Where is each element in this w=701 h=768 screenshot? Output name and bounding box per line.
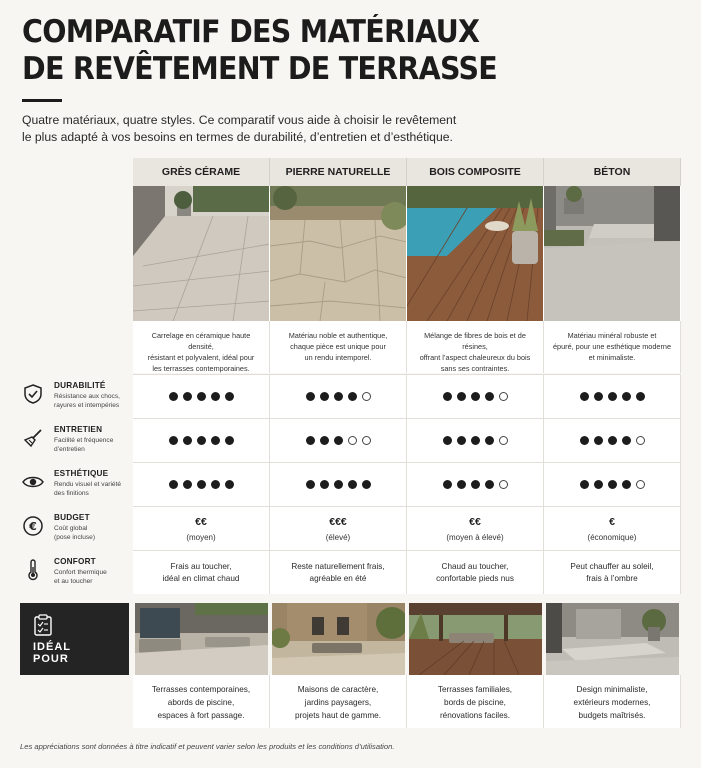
column-header-gres: GRÈS CÉRAME [133,158,270,186]
rating-dot-filled [183,392,192,401]
gres-desc-line-1: Carrelage en céramique haute densité, [151,331,251,351]
pierre-ideal-photo [272,603,405,675]
ideal-pour-line-2: POUR [33,653,69,665]
confort-line-2: idéal en climat chaud [162,574,240,583]
euro-icon [22,515,44,537]
esthetique-rating [133,480,269,490]
beton-ideal-photo [546,603,679,675]
rating-dot-empty [499,436,508,445]
rating-dot-filled [197,392,206,401]
page-title [22,14,629,88]
ideal-line-1: Terrasses familiales, [437,685,513,694]
rating-dot-filled [485,436,494,445]
beton-desc-line-1: Matériau minéral robuste et [567,331,657,340]
rating-dot-filled [169,436,178,445]
ideal-line-2: abords de piscine, [167,698,235,707]
rating-dot-filled [306,436,315,445]
rating-dot-filled [594,392,603,401]
esthetique-cell-pierre [270,462,407,506]
rating-dot-filled [471,480,480,489]
ideal-line-2: extérieurs modernes, [573,698,651,707]
bois-ideal-photo [409,603,542,675]
shield-check-icon [22,383,44,405]
ideal-line-2: bords de piscine, [444,698,506,707]
rating-dot-filled [225,436,234,445]
budget-cell-gres [133,506,270,550]
confort-text [407,561,543,585]
durabilite-cell-gres [133,374,270,418]
confort-line-1: Reste naturellement frais, [291,562,385,571]
durabilite-rating [544,392,680,402]
row-label-esthetique [18,462,133,506]
bois-desc-line-2: offrant l’aspect chaleureux du bois [419,353,531,362]
rating-dot-filled [183,480,192,489]
rating-dot-empty [348,436,357,445]
row-sub-durabilite-line-1: Résistance aux chocs, [54,393,120,400]
row-sub-budget-line-1: Coût global [54,525,88,532]
bois-desc-line-1: Mélange de fibres de bois et de résines, [424,331,526,351]
rating-dot-filled [471,436,480,445]
row-title-budget: BUDGET [54,513,90,522]
budget-symbol: € [609,516,615,528]
rating-dot-filled [197,480,206,489]
column-header-bois: BOIS COMPOSITE [407,158,544,186]
esthetique-rating [544,480,680,490]
row-sub-budget [54,524,139,542]
gres-desc-line-2: résistant et polyvalent, idéal pour [147,353,255,362]
bois-photo [407,186,544,321]
svg-text:€: € [29,520,37,533]
rating-dot-filled [608,392,617,401]
rating-dot-filled [225,392,234,401]
confort-line-1: Frais au toucher, [170,562,232,571]
rating-dot-filled [594,480,603,489]
row-label-confort [18,550,133,594]
rating-dot-filled [580,436,589,445]
confort-line-1: Chaud au toucher, [441,562,509,571]
esthetique-cell-gres [133,462,270,506]
entretien-rating [270,436,406,446]
ideal-line-3: espaces à fort passage. [157,711,245,720]
esthetique-cell-beton [544,462,681,506]
pierre-desc-line-3: un rendu intemporel. [304,353,372,362]
confort-cell-pierre [270,550,407,594]
rating-dot-filled [334,436,343,445]
rating-dot-empty [499,480,508,489]
rating-dot-filled [622,480,631,489]
beton-desc-line-3: et minimaliste. [588,353,636,362]
footnote: Les appréciations sont données à titre indicatif et peuvent varier selon les produits et les conditions d’utilisation. [20,742,395,751]
rating-dot-empty [362,392,371,401]
rating-dot-filled [306,480,315,489]
entretien-rating [133,436,269,446]
row-title-esthetique: ESTHÉTIQUE [54,469,109,478]
budget-symbol: €€ [195,516,207,528]
page-title-line-2: DE REVÊTEMENT DE TERRASSE [22,51,498,87]
row-sub-entretien-line-1: Facilité et fréquence [54,437,114,444]
column-header-beton: BÉTON [544,158,681,186]
rating-dot-filled [457,392,466,401]
rating-dot-empty [499,392,508,401]
row-sub-budget-line-2: (pose incluse) [54,534,96,541]
ideal-pour-line-1: IDÉAL [33,641,71,653]
entretien-cell-beton [544,418,681,462]
durabilite-cell-pierre [270,374,407,418]
row-title-entretien: ENTRETIEN [54,425,103,434]
pierre-desc-line-2: chaque pièce est unique pour [290,342,386,351]
intro-line-2: le plus adapté à vos besoins en termes de durabilité, d’entretien et d’esthétique. [22,130,453,144]
rating-dot-filled [457,480,466,489]
beton-desc-line-2: épuré, pour une esthétique moderne [552,342,672,351]
gres-desc-line-3: les terrasses contemporaines. [152,364,250,373]
rating-dot-filled [622,392,631,401]
entretien-cell-pierre [270,418,407,462]
pierre-desc-line-1: Matériau noble et authentique, [288,331,388,340]
rating-dot-filled [211,480,220,489]
rating-dot-filled [334,392,343,401]
clipboard-icon [33,614,53,636]
row-sub-confort-line-1: Confort thermique [54,569,107,576]
durabilite-rating [270,392,406,402]
confort-text [544,561,680,585]
rating-dot-filled [443,480,452,489]
entretien-rating [407,436,543,446]
budget-note: (élevé) [325,533,351,542]
rating-dot-filled [197,436,206,445]
confort-line-2: frais à l’ombre [586,574,638,583]
bois-description [407,321,544,373]
row-label-budget [18,506,133,550]
gres-description [133,321,270,373]
pierre-ideal-description [270,675,407,728]
confort-text [270,561,406,585]
rating-dot-filled [306,392,315,401]
gres-ideal-description [133,675,270,728]
pierre-photo [270,186,407,321]
rating-dot-filled [636,392,645,401]
bois-desc-line-3: sans ses contraintes. [440,364,510,373]
rating-dot-filled [594,436,603,445]
rating-dot-filled [443,392,452,401]
page-title-line-1: COMPARATIF DES MATÉRIAUX [22,14,480,50]
thermometer-icon [22,559,44,581]
brush-icon [22,427,44,449]
rating-dot-filled [320,480,329,489]
confort-line-1: Peut chauffer au soleil, [570,562,654,571]
row-sub-durabilite-line-2: rayures et intempéries [54,402,120,409]
gres-photo [133,186,270,321]
budget-cell-pierre [270,506,407,550]
row-title-durabilite: DURABILITÉ [54,381,106,390]
rating-dot-filled [485,480,494,489]
rating-dot-empty [362,436,371,445]
rating-dot-filled [608,480,617,489]
rating-dot-filled [580,480,589,489]
ideal-line-1: Terrasses contemporaines, [151,685,251,694]
budget-note: (économique) [587,533,637,542]
ideal-line-1: Maisons de caractère, [297,685,379,694]
row-title-confort: CONFORT [54,557,96,566]
rating-dot-filled [211,436,220,445]
budget-note: (moyen à élevé) [446,533,504,542]
eye-icon [22,471,44,493]
rating-dot-filled [169,392,178,401]
ideal-pour-box [20,603,129,675]
intro-text [22,112,662,146]
ideal-line-3: budgets maîtrisés. [578,711,646,720]
durabilite-cell-beton [544,374,681,418]
durabilite-rating [407,392,543,402]
row-sub-confort [54,568,139,586]
row-sub-esthetique-line-1: Rendu visuel et variété [54,481,122,488]
row-sub-durabilite [54,392,139,410]
entretien-cell-gres [133,418,270,462]
row-sub-entretien-line-2: d’entretien [54,446,85,453]
esthetique-cell-bois [407,462,544,506]
budget-cell-bois [407,506,544,550]
rating-dot-filled [225,480,234,489]
budget-cell-beton [544,506,681,550]
bois-ideal-description [407,675,544,728]
esthetique-rating [270,480,406,490]
entretien-cell-bois [407,418,544,462]
confort-line-2: confortable pieds nus [436,574,514,583]
rating-dot-filled [183,436,192,445]
title-underline [22,99,62,102]
beton-photo [544,186,681,321]
rating-dot-filled [211,392,220,401]
rating-dot-empty [636,436,645,445]
column-header-pierre: PIERRE NATURELLE [270,158,407,186]
rating-dot-filled [334,480,343,489]
confort-cell-gres [133,550,270,594]
ideal-pour-title [33,641,71,665]
entretien-rating [544,436,680,446]
confort-cell-bois [407,550,544,594]
confort-line-2: agréable en été [309,574,367,583]
rating-dot-filled [443,436,452,445]
rating-dot-filled [362,480,371,489]
pierre-description [270,321,407,373]
rating-dot-filled [457,436,466,445]
ideal-line-1: Design minimaliste, [576,685,648,694]
beton-ideal-description [544,675,681,728]
durabilite-cell-bois [407,374,544,418]
rating-dot-filled [485,392,494,401]
budget-symbol: €€ [469,516,481,528]
budget-symbol: €€€ [329,516,347,528]
durabilite-rating [133,392,269,402]
rating-dot-filled [608,436,617,445]
row-sub-esthetique [54,480,139,498]
row-sub-confort-line-2: et au toucher [54,578,93,585]
confort-cell-beton [544,550,681,594]
rating-dot-filled [622,436,631,445]
rating-dot-empty [636,480,645,489]
rating-dot-filled [320,436,329,445]
row-label-entretien [18,418,133,462]
gres-ideal-photo [135,603,268,675]
intro-line-1: Quatre matériaux, quatre styles. Ce comparatif vous aide à choisir le revêtement [22,113,457,127]
row-sub-esthetique-line-2: des finitions [54,490,89,497]
esthetique-rating [407,480,543,490]
budget-note: (moyen) [186,533,216,542]
row-label-durabilite [18,374,133,418]
rating-dot-filled [471,392,480,401]
beton-description [544,321,681,373]
rating-dot-filled [580,392,589,401]
rating-dot-filled [320,392,329,401]
rating-dot-filled [169,480,178,489]
row-sub-entretien [54,436,139,454]
confort-text [133,561,269,585]
ideal-line-2: jardins paysagers, [304,698,372,707]
ideal-line-3: projets haut de gamme. [294,711,382,720]
ideal-line-3: rénovations faciles. [439,711,511,720]
rating-dot-filled [348,392,357,401]
rating-dot-filled [348,480,357,489]
